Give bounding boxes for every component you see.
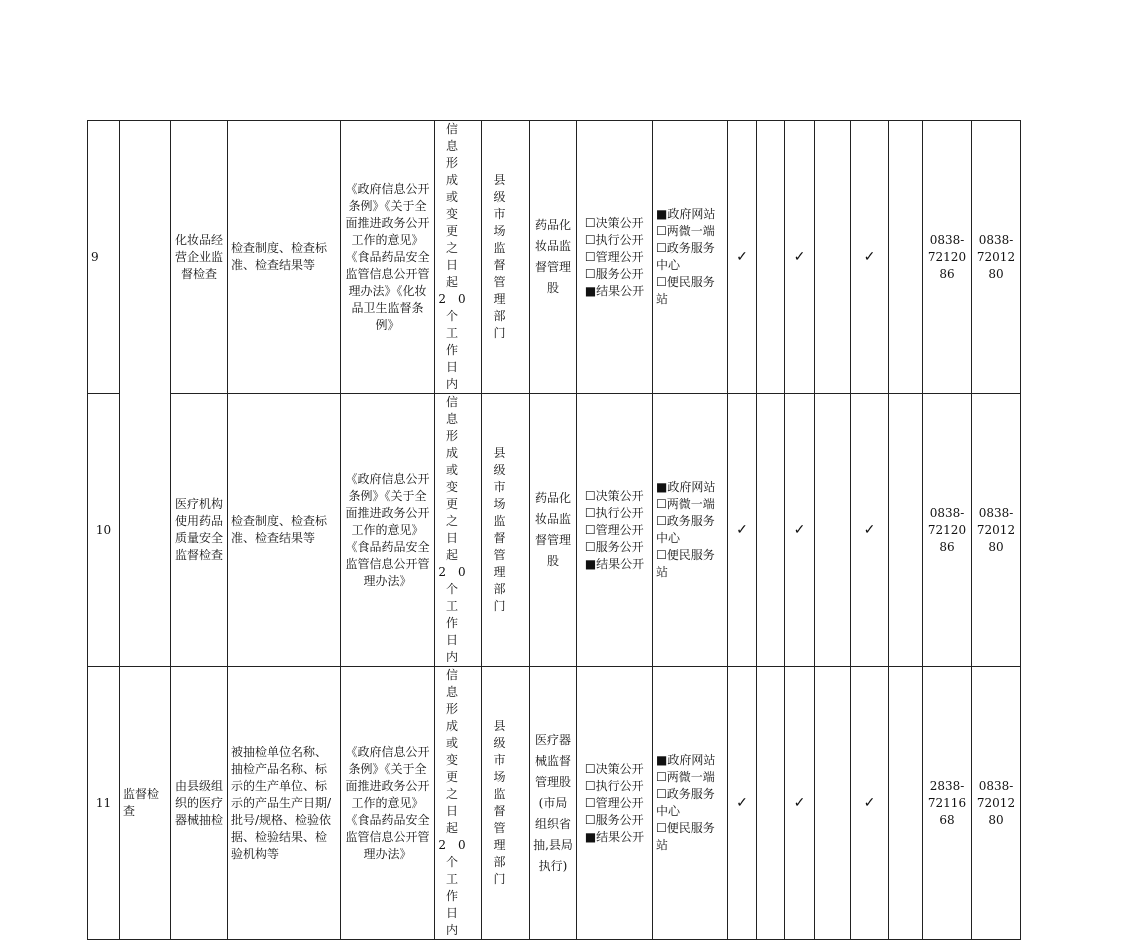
dept-cell: 药品化妆品监督管理股 (530, 394, 577, 667)
category-cell: 监督检查 (120, 667, 171, 940)
time-limit-cell: 信息形成或变更之日起20个工作日内 (435, 667, 482, 940)
dept-cell: 药品化妆品监督管理股 (530, 121, 577, 394)
check-mark: ✓ (728, 121, 757, 394)
item-name: 化妆品经营企业监督检查 (171, 121, 228, 394)
phone-1: 2838-7211668 (923, 667, 972, 940)
check-mark (889, 667, 923, 940)
scope-item: ■结果公开 (584, 556, 645, 571)
phone-1: 0838-7212086 (923, 394, 972, 667)
channel-item: ☐便民服务站 (656, 821, 715, 852)
check-mark (757, 121, 785, 394)
category-cell (120, 121, 171, 667)
channel-item: ☐政务服务中心 (656, 514, 715, 545)
row-number: 9 (88, 121, 120, 394)
table-row (88, 121, 1021, 394)
content-cell: 被抽检单位名称、抽检产品名称、标示的生产单位、标示的产品生产日期/批号/规格、检验依据、检验结果、检验机构等 (228, 667, 341, 940)
subject-cell: 县级市场监督管理部门 (482, 667, 530, 940)
check-mark: ✓ (785, 394, 815, 667)
content-cell: 检查制度、检查标准、检查结果等 (228, 394, 341, 667)
check-mark: ✓ (728, 667, 757, 940)
check-mark (815, 121, 851, 394)
check-mark (815, 394, 851, 667)
phone-2: 0838-7201280 (972, 394, 1021, 667)
row-number: 11 (88, 667, 120, 940)
scope-cell (577, 667, 653, 940)
channel-item: ■政府网站 (656, 207, 716, 221)
scope-item: ■结果公开 (584, 283, 645, 298)
scope-item: ☐执行公开 (584, 778, 644, 793)
scope-item: ☐执行公开 (584, 505, 644, 520)
scope-cell (577, 394, 653, 667)
scope-item: ☐决策公开 (584, 215, 644, 230)
item-name: 由县级组织的医疗器械抽检 (171, 667, 228, 940)
scope-item: ☐决策公开 (584, 761, 644, 776)
scope-item: ☐管理公开 (584, 522, 644, 537)
channel-item: ☐便民服务站 (656, 275, 715, 306)
scope-item: ☐决策公开 (584, 488, 644, 503)
check-mark: ✓ (728, 394, 757, 667)
channels-cell (653, 667, 728, 940)
phone-2: 0838-7201280 (972, 667, 1021, 940)
channel-item: ☐两微一端 (656, 497, 715, 511)
dept-cell: 医疗器械监督管理股(市局组织省抽,县局执行) (530, 667, 577, 940)
disclosure-table (87, 120, 1021, 940)
phone-1: 0838-7212086 (923, 121, 972, 394)
channels-cell (653, 394, 728, 667)
check-mark (889, 394, 923, 667)
basis-cell: 《政府信息公开条例》《关于全面推进政务公开工作的意见》《食品药品安全监管信息公开管理办法》 (341, 394, 435, 667)
scope-item: ☐服务公开 (584, 812, 644, 827)
check-mark: ✓ (785, 121, 815, 394)
channel-item: ☐政务服务中心 (656, 787, 715, 818)
phone-2: 0838-7201280 (972, 121, 1021, 394)
time-limit-cell: 信息形成或变更之日起20个工作日内 (435, 121, 482, 394)
row-number: 10 (88, 394, 120, 667)
item-name: 医疗机构使用药品质量安全监督检查 (171, 394, 228, 667)
check-mark: ✓ (785, 667, 815, 940)
subject-cell: 县级市场监督管理部门 (482, 121, 530, 394)
scope-item: ■结果公开 (584, 829, 645, 844)
check-mark (889, 121, 923, 394)
table-row (88, 667, 1021, 940)
check-mark (757, 667, 785, 940)
channel-item: ■政府网站 (656, 753, 716, 767)
scope-cell (577, 121, 653, 394)
scope-item: ☐管理公开 (584, 249, 644, 264)
content-cell: 检查制度、检查标准、检查结果等 (228, 121, 341, 394)
basis-cell: 《政府信息公开条例》《关于全面推进政务公开工作的意见》《食品药品安全监管信息公开管理办法》《化妆品卫生监督条例》 (341, 121, 435, 394)
check-mark: ✓ (851, 394, 889, 667)
channel-item: ☐两微一端 (656, 770, 715, 784)
channels-cell (653, 121, 728, 394)
channel-item: ☐政务服务中心 (656, 241, 715, 272)
subject-cell: 县级市场监督管理部门 (482, 394, 530, 667)
time-limit-cell: 信息形成或变更之日起20个工作日内 (435, 394, 482, 667)
channel-item: ■政府网站 (656, 480, 716, 494)
basis-cell: 《政府信息公开条例》《关于全面推进政务公开工作的意见》《食品药品安全监管信息公开管理办法》 (341, 667, 435, 940)
scope-item: ☐服务公开 (584, 539, 644, 554)
table-row (88, 394, 1021, 667)
check-mark (815, 667, 851, 940)
scope-item: ☐服务公开 (584, 266, 644, 281)
check-mark: ✓ (851, 121, 889, 394)
check-mark: ✓ (851, 667, 889, 940)
check-mark (757, 394, 785, 667)
scope-item: ☐执行公开 (584, 232, 644, 247)
channel-item: ☐两微一端 (656, 224, 715, 238)
scope-item: ☐管理公开 (584, 795, 644, 810)
channel-item: ☐便民服务站 (656, 548, 715, 579)
